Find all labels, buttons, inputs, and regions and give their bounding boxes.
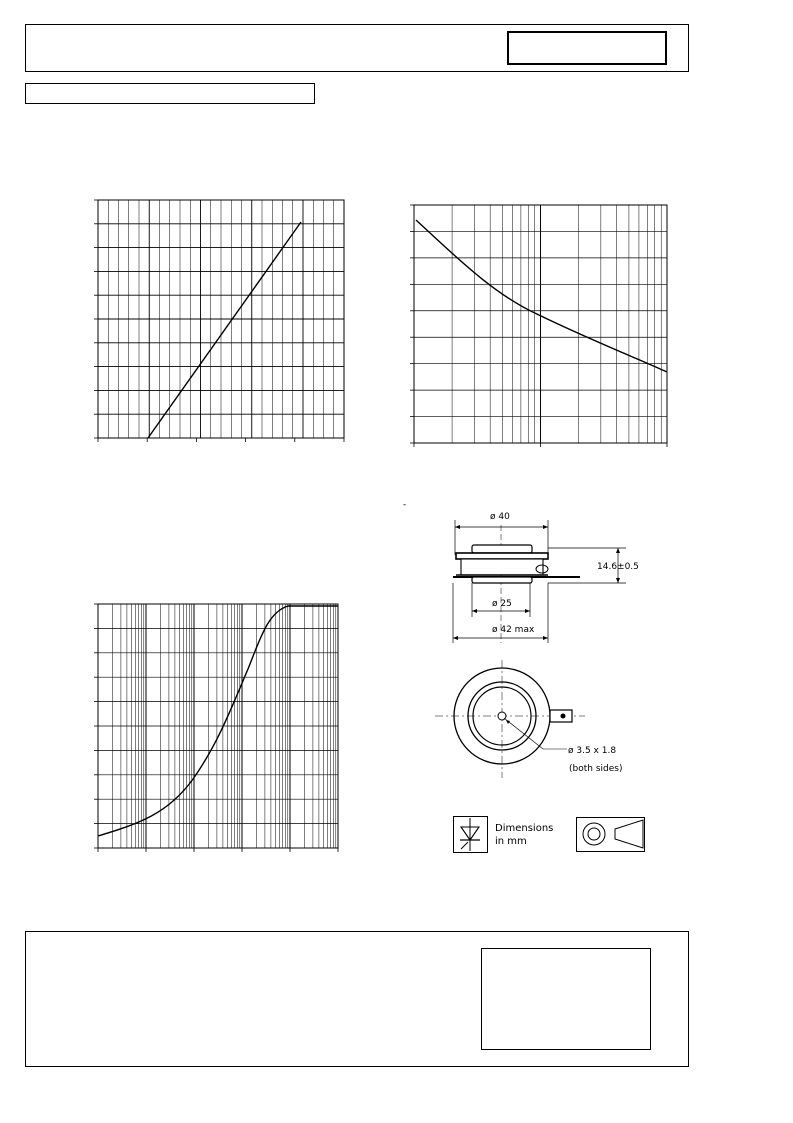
height-label: 14.6±0.5	[597, 562, 639, 572]
subtitle-box	[25, 83, 315, 104]
thyristor-symbol-icon	[454, 817, 487, 852]
chart-top-right	[414, 205, 668, 445]
chart-bottom-left	[98, 604, 340, 852]
chart-grid	[410, 205, 667, 447]
inner-diameter-label: ø 25	[492, 599, 512, 609]
gate-hole-note: (both sides)	[569, 764, 623, 774]
characteristic-curve	[98, 606, 338, 836]
gate-hole-label: ø 3.5 x 1.8	[568, 746, 617, 756]
thyristor-symbol-box	[453, 816, 488, 853]
outer-diameter-label: ø 40	[490, 512, 510, 522]
chart-grid	[94, 200, 344, 442]
units-caption: in mm	[495, 836, 527, 847]
package-top-view	[435, 660, 635, 780]
chart-top-left	[98, 200, 344, 440]
chart-grid	[94, 604, 338, 852]
package-outline-box	[576, 817, 645, 852]
package-side-view	[440, 505, 670, 645]
max-diameter-label: ø 42 max	[492, 625, 535, 635]
characteristic-curve	[148, 222, 301, 438]
part-number-box	[507, 31, 667, 65]
characteristic-curve	[416, 220, 667, 372]
tick-mark: -	[403, 500, 407, 510]
footer-logo-box	[481, 948, 651, 1050]
dimensions-caption: Dimensions	[495, 823, 554, 834]
package-outline-icon	[577, 818, 644, 851]
